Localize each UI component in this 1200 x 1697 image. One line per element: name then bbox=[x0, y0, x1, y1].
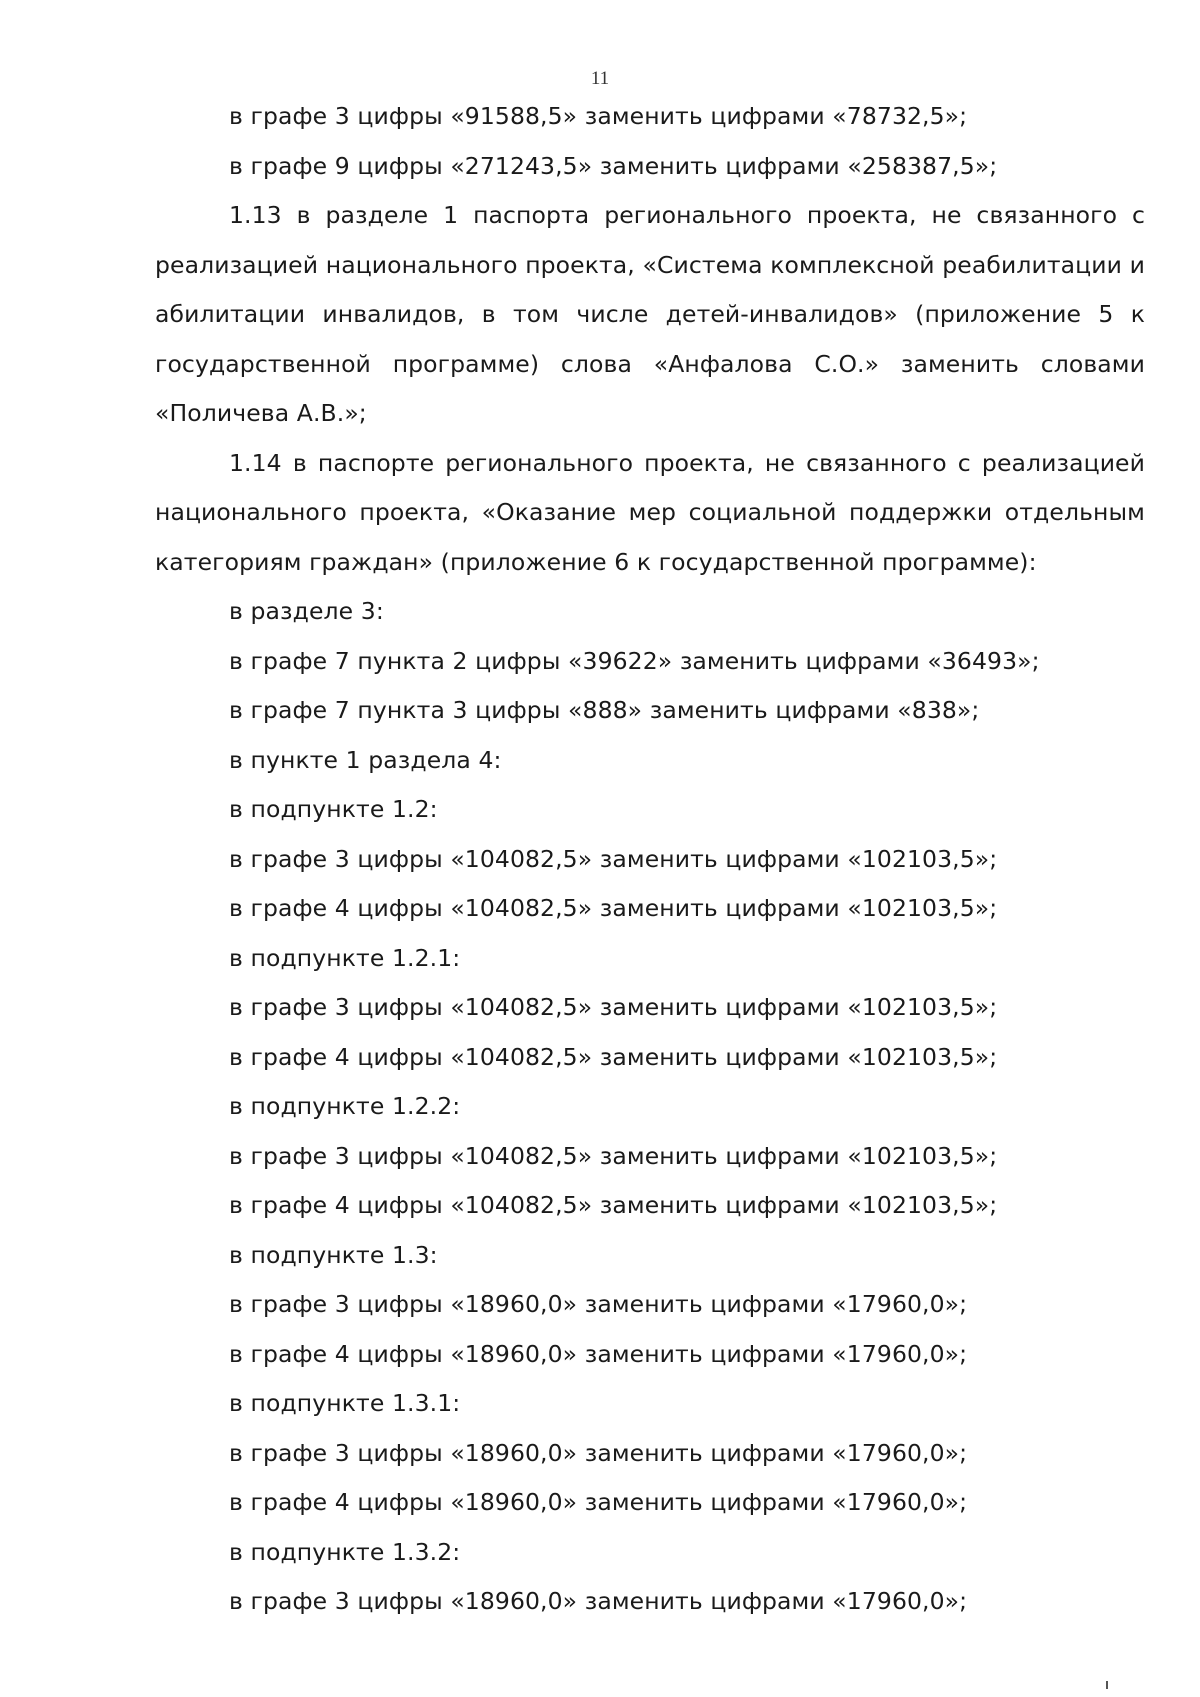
amendment-line: в графе 3 цифры «18960,0» заменить цифрами «17960,0»; bbox=[229, 1438, 968, 1467]
paragraph-1-13: 1.13 в разделе 1 паспорта регионального проекта, не связанного с реализацией национального проекта, «Система комплексной реабилитации и абилитации инвалидов, в том числе детей-инвалидов» (приложение 5 к государственной программе) слова «Анфалова С.О.» заменить словами «Поличева А.В.»; bbox=[155, 201, 1145, 427]
paragraph-1-14: 1.14 в паспорте регионального проекта, не связанного с реализацией национального проекта, «Оказание мер социальной поддержки отдельным категориям граждан» (приложение 6 к государственной программе): bbox=[155, 448, 1145, 576]
scan-mark bbox=[1106, 1681, 1108, 1689]
section-heading-line: в разделе 3: bbox=[229, 597, 384, 625]
subsection-heading-line: в подпункте 1.3: bbox=[229, 1240, 438, 1269]
subsection-heading-line: в подпункте 1.2: bbox=[229, 795, 438, 823]
section-heading-line: в пункте 1 раздела 4: bbox=[229, 745, 502, 774]
amendment-line: в графе 4 цифры «104082,5» заменить цифрами «102103,5»; bbox=[229, 1191, 998, 1219]
amendment-line: в графе 9 цифры «271243,5» заменить цифрами «258387,5»; bbox=[229, 151, 998, 180]
amendment-line: в графе 4 цифры «104082,5» заменить цифрами «102103,5»; bbox=[229, 894, 998, 922]
amendment-line: в графе 3 цифры «18960,0» заменить цифрами «17960,0»; bbox=[229, 1290, 968, 1318]
subsection-heading-line: в подпункте 1.3.2: bbox=[229, 1537, 461, 1566]
amendment-line: в графе 4 цифры «18960,0» заменить цифрами «17960,0»; bbox=[229, 1488, 968, 1516]
amendment-line: в графе 7 пункта 2 цифры «39622» заменить цифрами «36493»; bbox=[229, 646, 1040, 675]
document-body bbox=[155, 92, 1145, 1627]
subsection-heading-line: в подпункте 1.2.1: bbox=[229, 943, 461, 972]
amendment-line: в графе 4 цифры «104082,5» заменить цифрами «102103,5»; bbox=[229, 1042, 998, 1071]
amendment-line: в графе 3 цифры «104082,5» заменить цифрами «102103,5»; bbox=[229, 844, 998, 873]
amendment-line: в графе 3 цифры «91588,5» заменить цифрами «78732,5»; bbox=[229, 102, 968, 130]
page-number: 11 bbox=[590, 68, 610, 89]
amendment-line: в графе 3 цифры «18960,0» заменить цифрами «17960,0»; bbox=[229, 1587, 968, 1615]
subsection-heading-line: в подпункте 1.3.1: bbox=[229, 1389, 461, 1417]
subsection-heading-line: в подпункте 1.2.2: bbox=[229, 1092, 461, 1120]
amendment-line: в графе 3 цифры «104082,5» заменить цифрами «102103,5»; bbox=[229, 1141, 998, 1170]
amendment-line: в графе 7 пункта 3 цифры «888» заменить цифрами «838»; bbox=[229, 696, 980, 724]
amendment-line: в графе 4 цифры «18960,0» заменить цифрами «17960,0»; bbox=[229, 1339, 968, 1368]
amendment-line: в графе 3 цифры «104082,5» заменить цифрами «102103,5»; bbox=[229, 993, 998, 1021]
